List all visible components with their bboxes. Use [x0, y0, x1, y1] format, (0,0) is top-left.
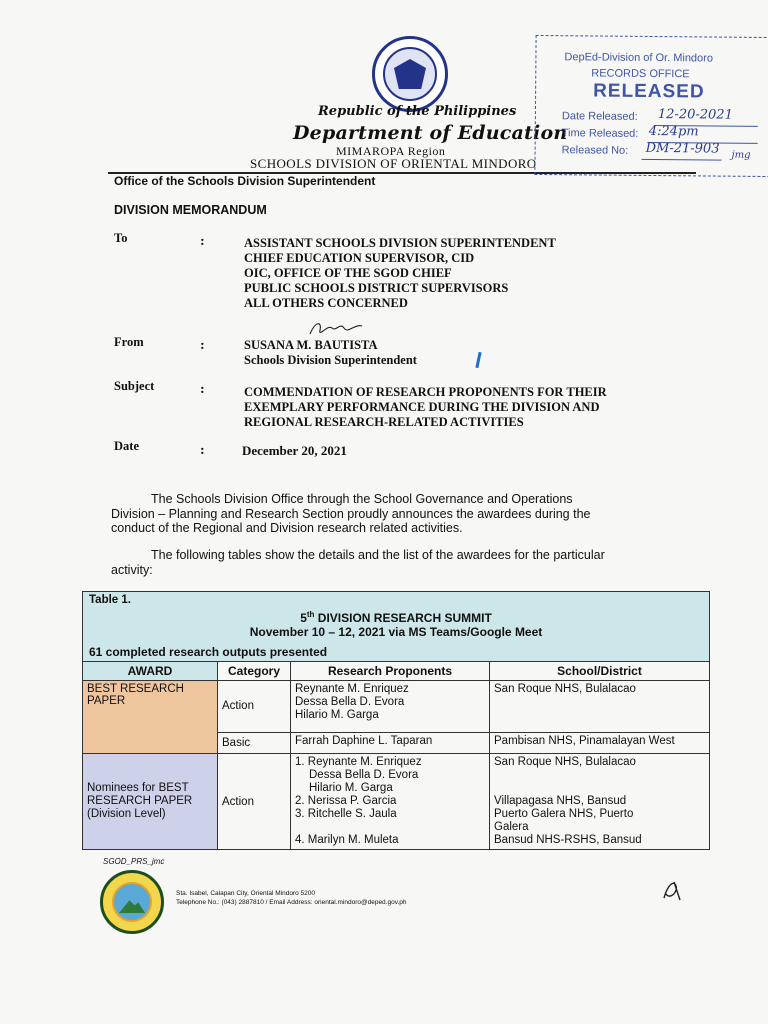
stamp-initials: jmg: [731, 149, 751, 161]
para2-line: activity:: [111, 562, 153, 577]
to-recipients: [244, 236, 556, 311]
region-heading: MIMAROPA Region: [336, 144, 446, 158]
from-title: Schools Division Superintendent: [244, 353, 417, 367]
school-name: Galera: [494, 821, 529, 833]
table-header-block: [83, 592, 710, 662]
deped-seal-icon: [372, 36, 448, 112]
stamp-time-value: 4:24pm: [648, 123, 699, 140]
address-line: Sta. Isabel, Calapan City, Oriental Mindoro 5200: [176, 890, 315, 897]
school-cell: San Roque NHS, Bulalacao: [490, 681, 710, 733]
proponent-name: Hilario M. Garga: [309, 782, 393, 794]
category-cell: Action: [218, 681, 291, 733]
school-name: Bansud NHS-RSHS, Bansud: [494, 834, 642, 846]
table-title-rest: DIVISION RESEARCH SUMMIT: [314, 611, 492, 625]
to-colon: :: [200, 233, 205, 248]
proponent-name: Reynante M. Enriquez: [295, 683, 409, 695]
stamp-status: RELEASED: [593, 80, 705, 103]
header-school: School/District: [490, 662, 710, 681]
to-line: ALL OTHERS CONCERNED: [244, 296, 408, 310]
school-cell: [490, 754, 710, 850]
footer-code: SGOD_PRS_jmc: [103, 857, 165, 866]
table-dates: November 10 – 12, 2021 via MS Teams/Google Meet: [249, 625, 543, 639]
subject-line: EXEMPLARY PERFORMANCE DURING THE DIVISION AND: [244, 400, 600, 414]
subject-line: COMMENDATION OF RESEARCH PROPONENTS FOR THEIR: [244, 385, 607, 399]
proponent-name: Dessa Bella D. Evora: [295, 696, 405, 708]
header-category: Category: [218, 662, 291, 681]
table-column-headers: [83, 662, 710, 681]
pen-mark: [475, 352, 481, 368]
proponents-cell: [291, 681, 490, 733]
school-name: Puerto Galera NHS, Puerto: [494, 808, 634, 820]
signature-mark: [306, 318, 366, 340]
memo-type: DIVISION MEMORANDUM: [114, 203, 267, 217]
proponent-name: Dessa Bella D. Evora: [309, 769, 419, 781]
subject-block: [244, 385, 607, 430]
school-name: Villapagasa NHS, Bansud: [494, 795, 627, 807]
stamp-line1: DepEd-Division of Or. Mindoro: [564, 51, 714, 65]
department-heading: Department of Education: [293, 122, 568, 144]
table-row: [83, 754, 710, 850]
award-cell: BEST RESEARCH PAPER: [83, 681, 218, 754]
office-heading: Office of the Schools Division Superintendent: [114, 174, 376, 188]
division-heading: SCHOOLS DIVISION OF ORIENTAL MINDORO: [250, 156, 537, 171]
proponent-name: 1. Reynante M. Enriquez: [295, 756, 422, 768]
stamp-no-label: Released No:: [561, 144, 629, 157]
school-cell: Pambisan NHS, Pinamalayan West: [490, 732, 710, 753]
proponent-name: Hilario M. Garga: [295, 709, 379, 721]
proponents-cell: [291, 754, 490, 850]
subject-colon: :: [200, 381, 205, 396]
para1-line: The Schools Division Office through the School Governance and Operations: [151, 492, 573, 506]
to-line: OIC, OFFICE OF THE SGOD CHIEF: [244, 266, 452, 280]
to-line: CHIEF EDUCATION SUPERVISOR, CID: [244, 251, 475, 265]
table-outputs: 61 completed research outputs presented: [89, 645, 328, 659]
proponent-name: 2. Nerissa P. Garcia: [295, 795, 397, 807]
stamp-date-value: 12-20-2021: [657, 107, 733, 123]
subject-line: REGIONAL RESEARCH-RELATED ACTIVITIES: [244, 415, 524, 429]
proponents-cell: Farrah Daphine L. Taparan: [291, 732, 490, 753]
from-colon: :: [200, 337, 205, 352]
contact-line: Telephone No.: (043) 2887810 / Email Address: oriental.mindoro@deped.gov.ph: [176, 899, 407, 906]
para1-line: Division – Planning and Research Section proudly announces the awardees during the: [111, 506, 591, 521]
header-proponents: Research Proponents: [291, 662, 490, 681]
category-cell: Action: [218, 754, 291, 850]
header-award: AWARD: [83, 662, 218, 681]
from-label: From: [114, 335, 144, 349]
from-name: SUSANA M. BAUTISTA: [244, 338, 378, 352]
category-cell: Basic: [218, 732, 291, 753]
proponent-name: 3. Ritchelle S. Jaula: [295, 808, 397, 820]
republic-heading: Republic of the Philippines: [318, 104, 517, 119]
body-paragraph-1: [111, 492, 687, 536]
table-title-number: 5: [300, 611, 307, 625]
division-seal-icon: [100, 870, 164, 934]
table-caption: Table 1.: [89, 594, 131, 606]
para1-line: conduct of the Regional and Division research related activities.: [111, 521, 463, 535]
para2-line: The following tables show the details and the list of the awardees for the particular: [151, 548, 605, 562]
to-label: To: [114, 231, 128, 245]
to-line: ASSISTANT SCHOOLS DIVISION SUPERINTENDENT: [244, 236, 556, 250]
school-name: San Roque NHS, Bulalacao: [494, 756, 636, 768]
date-label: Date: [114, 439, 139, 453]
to-line: PUBLIC SCHOOLS DISTRICT SUPERVISORS: [244, 281, 509, 295]
stamp-no-value: DM-21-903: [645, 140, 720, 157]
footer-address: [176, 889, 407, 907]
initial-mark: [658, 876, 686, 904]
table-title: [89, 610, 703, 625]
stamp-time-label: Time Released:: [561, 127, 639, 140]
subject-label: Subject: [114, 379, 155, 393]
award-cell: Nominees for BEST RESEARCH PAPER (Division Level): [83, 754, 218, 850]
stamp-date-label: Date Released:: [561, 110, 638, 123]
stamp-line2: RECORDS OFFICE: [591, 67, 690, 81]
date-colon: :: [200, 442, 205, 457]
records-stamp: [534, 35, 768, 177]
body-paragraph-2: [111, 548, 687, 577]
table-title-sup: th: [306, 610, 315, 619]
awards-table: [82, 591, 710, 850]
date-value: December 20, 2021: [242, 443, 347, 458]
table-row: [83, 681, 710, 733]
from-block: [244, 338, 417, 368]
proponent-name: 4. Marilyn M. Muleta: [295, 834, 399, 846]
